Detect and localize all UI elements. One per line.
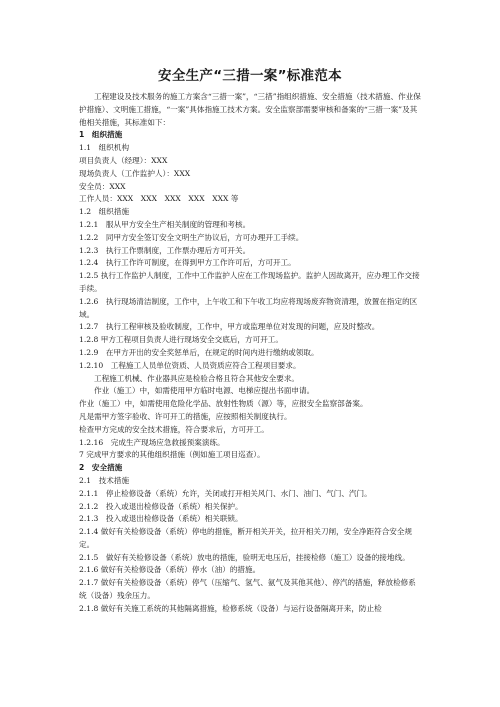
text-line: 1.2.1 服从甲方安全生产相关制度的管理和考核。 xyxy=(79,219,251,229)
text-line: 作业（施工）中，如需使用甲方临时电源、电梯应提出书面申请。 xyxy=(94,386,315,396)
text-line: 现场负责人（工作监护人）：XXX xyxy=(79,168,191,178)
text-line: 2.1.2 投入或退出检修设备（系统）相关保护。 xyxy=(79,501,243,511)
text-line: 1.2.6 执行现场清洁制度，工作中，上午收工和下午收工均应将现场废弃物资清理，放置在指定的区域。 xyxy=(79,296,418,319)
text-line: 凡是需甲方签字验收、许可开工的措施，应按照相关制度执行。 xyxy=(79,411,292,421)
text-line: 2.1.5 做好有关检修设备（系统）放电的措施，验明无电压后，挂接检修（施工）设备的接地线。 xyxy=(79,552,410,562)
text-line: 1.2.7 执行工程审核及验收制度，工作中，甲方或监理单位对发现的问题，应及时整改。 xyxy=(79,322,380,332)
text-line: 1.2.4 执行工作许可制度，在得到甲方工作许可后，方可开工。 xyxy=(79,258,296,268)
text-line: 1.2.2 同甲方安全签订安全文明生产协议后，方可办理开工手续。 xyxy=(79,232,304,242)
document-title: 安全生产“三措一案”标准范本 xyxy=(158,68,342,84)
text-line: 项目负责人（经理）：XXX xyxy=(79,155,168,165)
intro-paragraph: 工程建设及技术服务的施工方案含“三措一案”，“三措”指组织措施、安全措施（技术措施、作业保护措施）、文明施工措施，“一案”具体指施工技术方案。安全监察部需要审核和备案的“三措一案”及其他相关措施，其标准如下： xyxy=(79,92,421,127)
section-heading: 1 组织措施 xyxy=(79,130,123,140)
text-line: 1.2.16 完成生产现场应急救援预案演练。 xyxy=(79,437,225,447)
text-line: 2.1.3 投入或退出检修设备（系统）相关联锁。 xyxy=(79,514,243,524)
text-line: 工作人员：XXX XXX XXX XXX XXX 等 xyxy=(79,194,239,204)
text-line: 2.1.4 做好有关检修设备（系统）停电的措施，断开相关开关，拉开相关刀闸，安全净距符合安全规定。 xyxy=(79,527,413,549)
text-line: 1.2.10 工程施工人员单位资质、人员资质应符合工程项目要求。 xyxy=(79,360,301,370)
text-line: 1.2.3 执行工作票制度，工作票办理后方可开关。 xyxy=(79,245,251,255)
text-line: 1.2.9 在甲方开出的安全奖惩单后，在规定的时间内进行缴纳或领取。 xyxy=(79,347,319,357)
text-line: 7 完成甲方要求的其他组织措施（例如施工项目巡查）。 xyxy=(79,450,265,460)
text-line: 2.1.1 停止检修设备（系统）允许，关闭或打开相关风门、水门、油门、气门、汽门。 xyxy=(79,488,372,498)
section-heading: 2 安全措施 xyxy=(79,463,123,473)
text-line: 作业（施工）中，如需使用危险化学品、放射性物质（源）等，应报安全监察部备案。 xyxy=(79,399,368,409)
text-line: 安全员：XXX xyxy=(79,181,126,191)
subsection-heading: 1.1 组织机构 xyxy=(79,143,130,153)
text-line: 2.1.6 做好有关检修设备（系统）停水（油）的措施。 xyxy=(79,565,261,575)
text-line: 工程施工机械、作业器具应是检验合格且符合其他安全要求。 xyxy=(94,373,300,383)
text-line: 2.1.7 做好有关检修设备（系统）停气（压缩气、氢气、氨气及其他其他）、停汽的措施，释放检修系统（设备）残余压力。 xyxy=(79,578,416,601)
text-line: 1.2.8 甲方工程项目负责人进行现场安全交底后，方可开工。 xyxy=(79,335,283,345)
text-line: 2.1.8 做好有关施工系统的其他隔离措施，检修系统（设备）与运行设备隔离开来，防止检 xyxy=(79,603,382,613)
document-body xyxy=(79,91,423,616)
text-line: 检查甲方完成的安全技术措施，符合要求后，方可开工。 xyxy=(79,424,269,434)
text-line: 1.2.5 执行工作监护人制度，工作中工作监护人应在工作现场监护。监护人因故离开，应办理工作交接手续。 xyxy=(79,271,420,293)
subsection-heading: 2.1 技术措施 xyxy=(79,475,130,485)
subsection-heading: 1.2 组织措施 xyxy=(79,207,130,217)
